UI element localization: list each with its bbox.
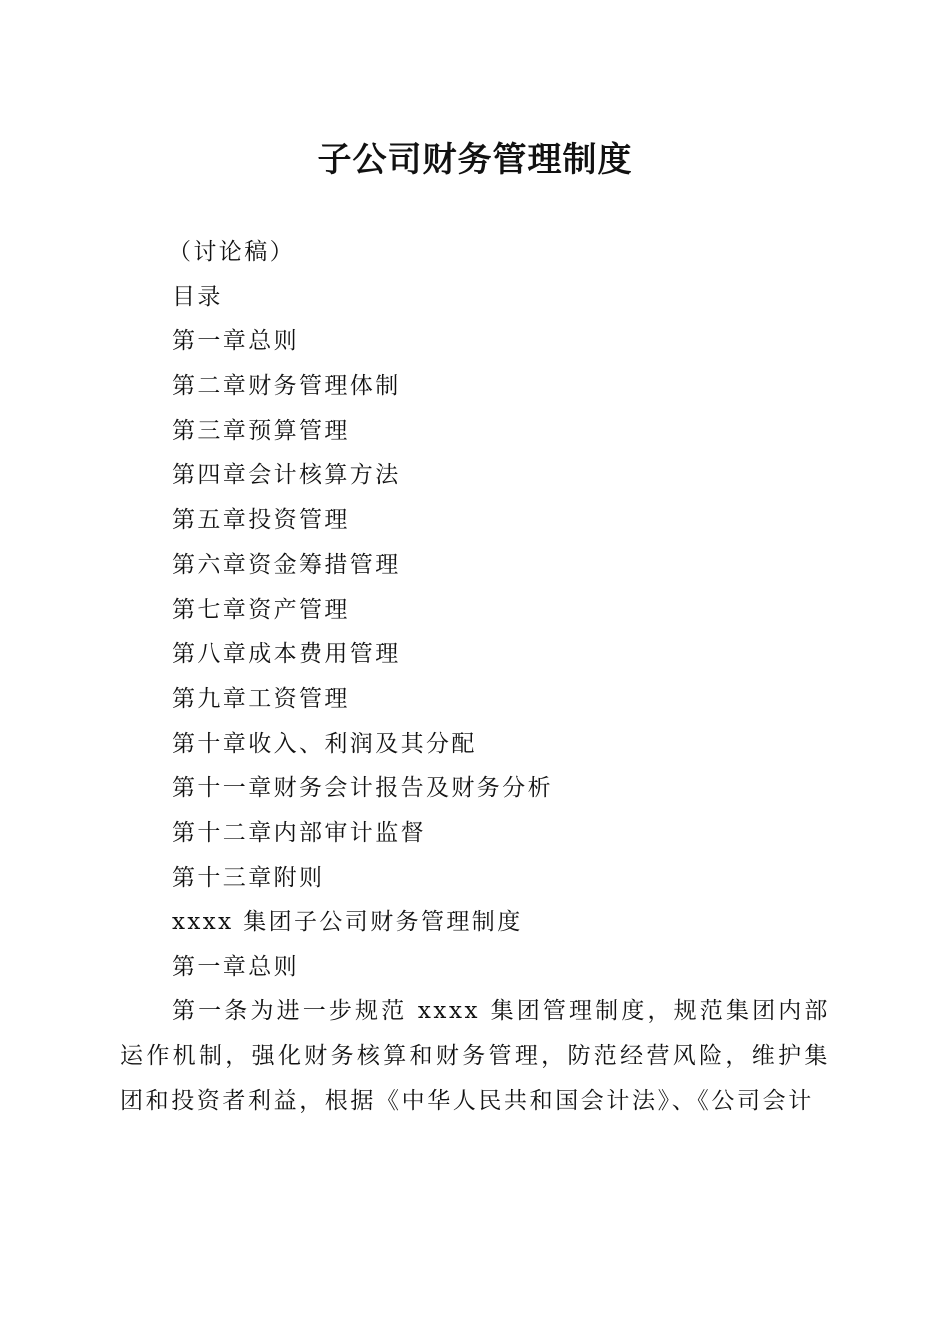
toc-item-chapter-13: 第十三章附则 bbox=[172, 864, 325, 891]
article-1-line-2: 作机制，强化财务核算和财务管理，防范经营风险，维护集团 bbox=[120, 1043, 830, 1114]
article-1-paragraph bbox=[120, 989, 830, 1124]
chapter-heading: 第一章总则 bbox=[172, 954, 299, 980]
article-1-line-1: 第一条为进一步规范 xxxx 集团管理制度，规范集团内部运 bbox=[120, 998, 830, 1069]
document-title: 子公司财务管理制度 bbox=[317, 140, 633, 180]
document-name: xxxx 集团子公司财务管理制度 bbox=[172, 909, 523, 936]
toc-item-chapter-5: 第五章投资管理 bbox=[172, 507, 350, 534]
toc-heading: 目录 bbox=[172, 283, 223, 310]
toc-item-chapter-11: 第十一章财务会计报告及财务分析 bbox=[172, 775, 553, 802]
toc-item-chapter-6: 第六章资金筹措管理 bbox=[172, 551, 401, 578]
toc-item-chapter-8: 第八章成本费用管理 bbox=[172, 641, 401, 668]
toc-item-chapter-9: 第九章工资管理 bbox=[172, 685, 350, 712]
toc-item-chapter-4: 第四章会计核算方法 bbox=[172, 462, 401, 489]
toc-item-chapter-7: 第七章资产管理 bbox=[172, 596, 350, 623]
draft-note: （讨论稿） bbox=[168, 239, 295, 265]
toc-item-chapter-10: 第十章收入、利润及其分配 bbox=[172, 730, 477, 757]
article-1-line-3: 和投资者利益，根据《中华人民共和国会计法》、《公司会计 bbox=[145, 1088, 814, 1114]
toc-item-chapter-2: 第二章财务管理体制 bbox=[172, 373, 401, 400]
toc-item-chapter-1: 第一章总则 bbox=[172, 328, 299, 355]
table-of-contents bbox=[168, 230, 553, 990]
toc-item-chapter-3: 第三章预算管理 bbox=[172, 417, 350, 444]
toc-item-chapter-12: 第十二章内部审计监督 bbox=[172, 819, 426, 846]
